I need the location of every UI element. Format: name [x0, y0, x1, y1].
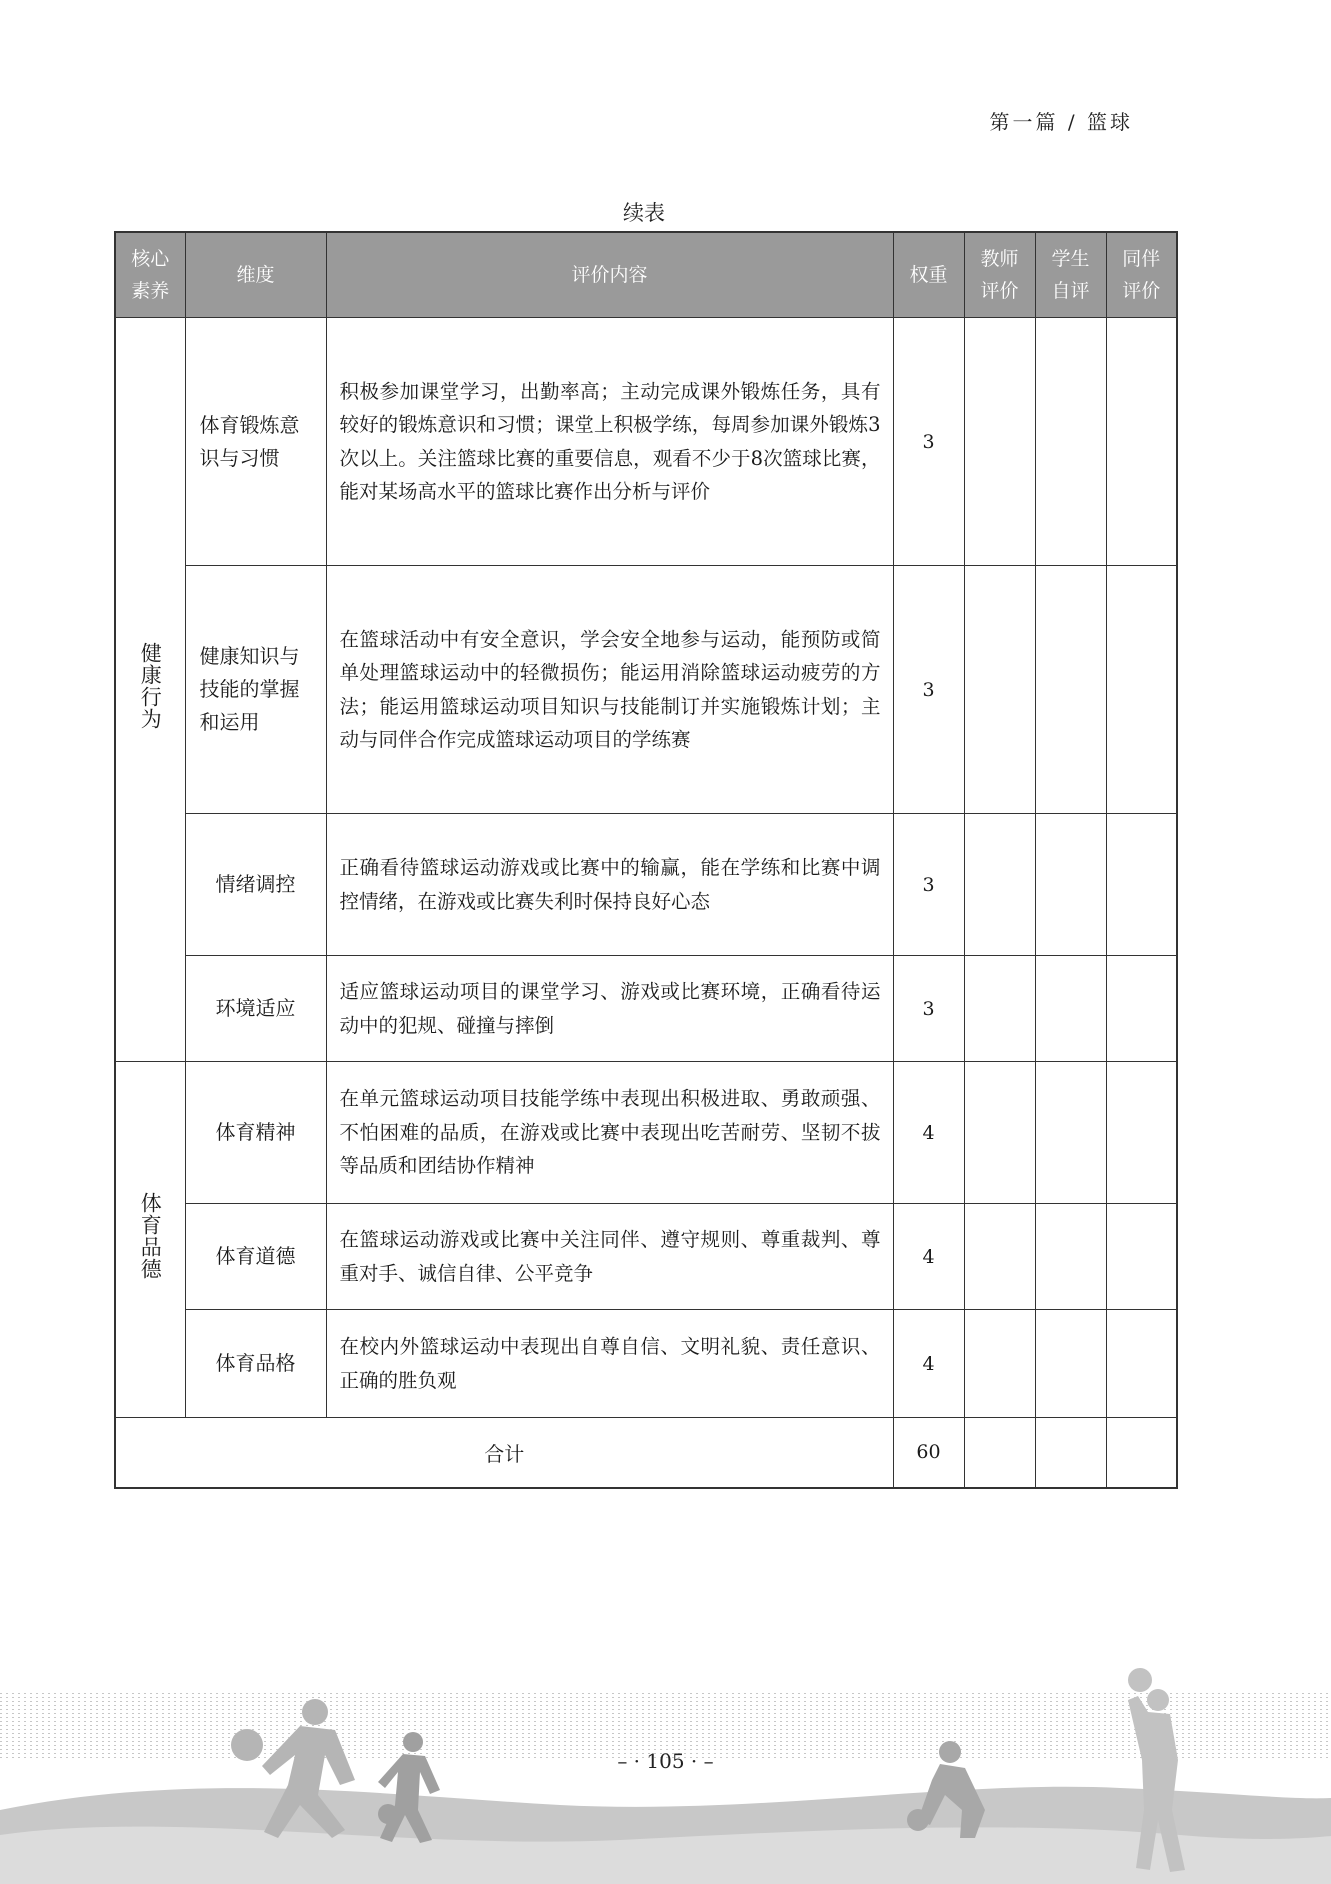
- header-core: 核心素养: [115, 232, 185, 318]
- teacher-eval-cell[interactable]: [964, 318, 1035, 566]
- core-cell-health: 健康行为: [115, 318, 185, 1062]
- content-cell: 在校内外篮球运动中表现出自尊自信、文明礼貌、责任意识、正确的胜负观: [326, 1310, 893, 1418]
- teacher-total-cell[interactable]: [964, 1418, 1035, 1488]
- table-row: [115, 1310, 1177, 1418]
- dimension-cell: 情绪调控: [185, 814, 326, 956]
- weight-cell: 3: [893, 566, 964, 814]
- student-eval-cell[interactable]: [1035, 1310, 1106, 1418]
- table-row: [115, 1204, 1177, 1310]
- peer-eval-cell[interactable]: [1106, 1204, 1177, 1310]
- header-weight: 权重: [893, 232, 964, 318]
- teacher-eval-cell[interactable]: [964, 1310, 1035, 1418]
- peer-total-cell[interactable]: [1106, 1418, 1177, 1488]
- student-eval-cell[interactable]: [1035, 1204, 1106, 1310]
- evaluation-table: [114, 231, 1178, 1489]
- student-eval-cell[interactable]: [1035, 814, 1106, 956]
- table-row: [115, 814, 1177, 956]
- dimension-cell: 体育品格: [185, 1310, 326, 1418]
- dimension-cell: 体育锻炼意识与习惯: [185, 318, 326, 566]
- teacher-eval-cell[interactable]: [964, 566, 1035, 814]
- content-cell: 正确看待篮球运动游戏或比赛中的输赢，能在学练和比赛中调控情绪，在游戏或比赛失利时保持良好心态: [326, 814, 893, 956]
- content-cell: 在篮球活动中有安全意识，学会安全地参与运动，能预防或简单处理篮球运动中的轻微损伤；能运用消除篮球运动疲劳的方法；能运用篮球运动项目知识与技能制订并实施锻炼计划；主动与同伴合作完成篮球运动项目的学练赛: [326, 566, 893, 814]
- teacher-eval-cell[interactable]: [964, 814, 1035, 956]
- table-caption: 续表: [623, 201, 665, 225]
- header-teacher-eval: 教师评价: [964, 232, 1035, 318]
- weight-cell: 4: [893, 1310, 964, 1418]
- weight-cell: 4: [893, 1204, 964, 1310]
- teacher-eval-cell[interactable]: [964, 1062, 1035, 1204]
- total-label: 合计: [115, 1418, 893, 1488]
- content-cell: 积极参加课堂学习，出勤率高；主动完成课外锻炼任务，具有较好的锻炼意识和习惯；课堂上积极学练，每周参加课外锻炼3次以上。关注篮球比赛的重要信息，观看不少于8次篮球比赛，能对某场高水平的篮球比赛作出分析与评价: [326, 318, 893, 566]
- table-row: [115, 1062, 1177, 1204]
- teacher-eval-cell[interactable]: [964, 956, 1035, 1062]
- section-title: 第一篇 / 篮球: [989, 110, 1133, 134]
- content-cell: 在单元篮球运动项目技能学练中表现出积极进取、勇敢顽强、不怕困难的品质，在游戏或比赛中表现出吃苦耐劳、坚韧不拔等品质和团结协作精神: [326, 1062, 893, 1204]
- page-number: – · 105 · –: [617, 1749, 714, 1773]
- student-eval-cell[interactable]: [1035, 566, 1106, 814]
- student-eval-cell[interactable]: [1035, 956, 1106, 1062]
- table-row: [115, 956, 1177, 1062]
- weight-cell: 3: [893, 956, 964, 1062]
- header-student-self-eval: 学生自评: [1035, 232, 1106, 318]
- peer-eval-cell[interactable]: [1106, 566, 1177, 814]
- table-row: [115, 566, 1177, 814]
- student-eval-cell[interactable]: [1035, 1062, 1106, 1204]
- student-total-cell[interactable]: [1035, 1418, 1106, 1488]
- dimension-cell: 环境适应: [185, 956, 326, 1062]
- peer-eval-cell[interactable]: [1106, 1310, 1177, 1418]
- dimension-cell: 体育道德: [185, 1204, 326, 1310]
- peer-eval-cell[interactable]: [1106, 956, 1177, 1062]
- header-dimension: 维度: [185, 232, 326, 318]
- content-cell: 适应篮球运动项目的课堂学习、游戏或比赛环境，正确看待运动中的犯规、碰撞与摔倒: [326, 956, 893, 1062]
- content-cell: 在篮球运动游戏或比赛中关注同伴、遵守规则、尊重裁判、尊重对手、诚信自律、公平竞争: [326, 1204, 893, 1310]
- weight-cell: 3: [893, 814, 964, 956]
- peer-eval-cell[interactable]: [1106, 1062, 1177, 1204]
- dimension-cell: 体育精神: [185, 1062, 326, 1204]
- weight-cell: 3: [893, 318, 964, 566]
- weight-cell: 4: [893, 1062, 964, 1204]
- total-weight: 60: [893, 1418, 964, 1488]
- table-header-row: [115, 232, 1177, 318]
- dimension-cell: 健康知识与技能的掌握和运用: [185, 566, 326, 814]
- teacher-eval-cell[interactable]: [964, 1204, 1035, 1310]
- total-row: [115, 1418, 1177, 1488]
- student-eval-cell[interactable]: [1035, 318, 1106, 566]
- peer-eval-cell[interactable]: [1106, 814, 1177, 956]
- header-peer-eval: 同伴评价: [1106, 232, 1177, 318]
- header-content: 评价内容: [326, 232, 893, 318]
- peer-eval-cell[interactable]: [1106, 318, 1177, 566]
- table-row: [115, 318, 1177, 566]
- core-cell-sport-ethics: 体育品德: [115, 1062, 185, 1418]
